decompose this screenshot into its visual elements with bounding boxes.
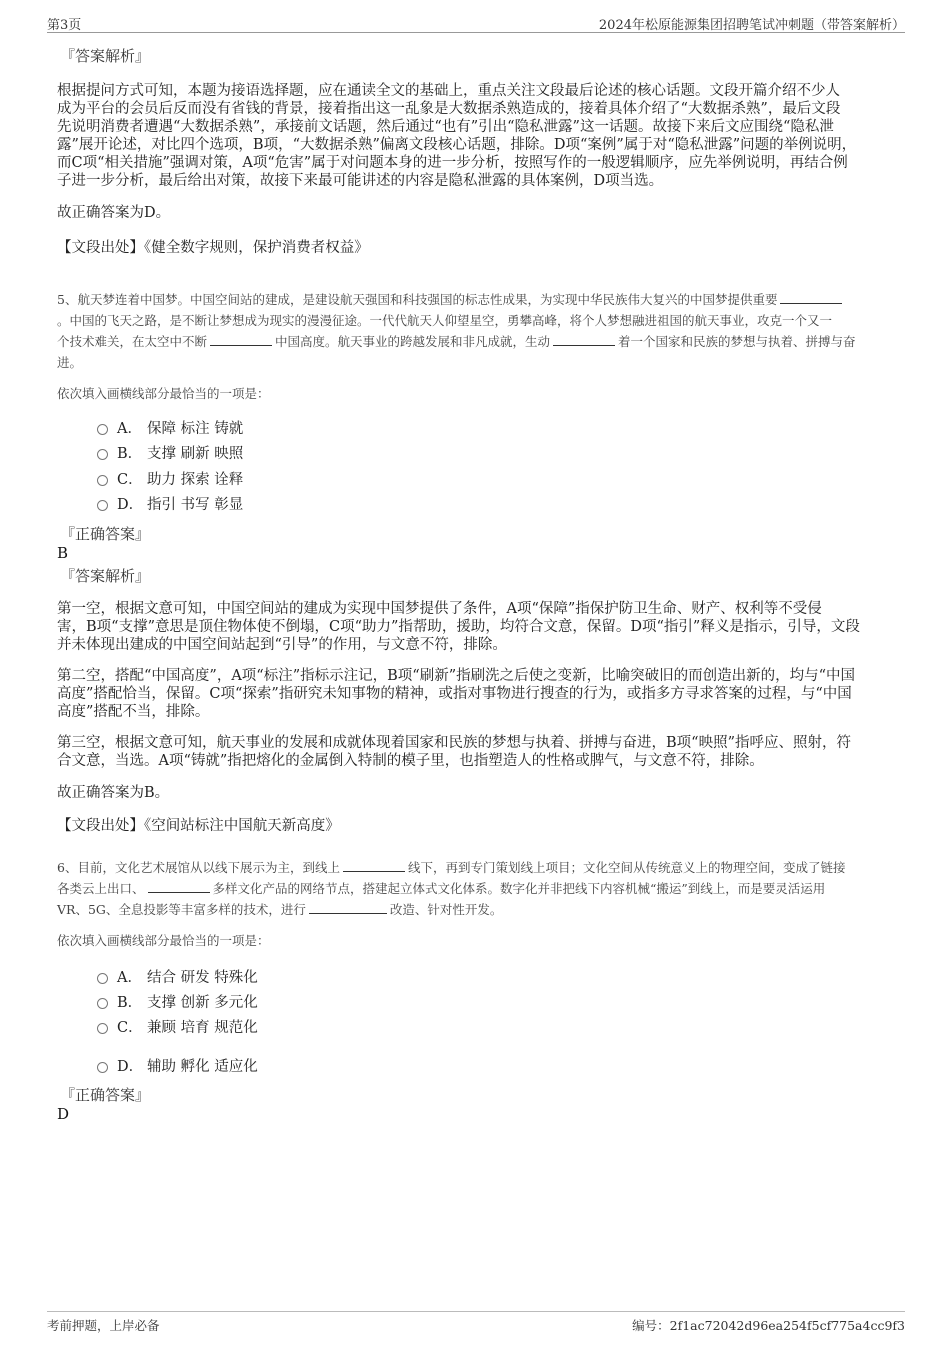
q6-stem-line: 各类云上出口、 多样文化产品的网络节点，搭建起立体式文化体系。数字化并非把线下内容机械“搬运”到线上，而是要灵活运用 [57,881,826,896]
q5-analysis-p2: 第二空，搭配“中国高度”，A项“标注”指标示注记，B项“刷新”指刷洗之后使之变新，比喻突破旧的而创造出新的，均与“中国 高度”搭配恰当，保留。C项“探索”指研究未知事物的精神，或指对事物进行搜查的行为，或指多方寻求答案的过程，与“中国 高度”搭配不当，排除。 [57,668,856,720]
q6-answer-section [57,1085,889,1123]
fill-blank [148,880,210,893]
fill-blank [343,859,405,872]
fill-blank [553,333,615,346]
q5-stem-line: 进。 [57,355,83,370]
page-header [47,12,905,33]
fill-blank [780,291,842,304]
q5-analysis-p3: 第三空，根据文意可知，航天事业的发展和成就体现着国家和民族的梦想与执着、拼搏与奋进，B项“映照”指呼应、照射，符 合文意，当选。A项“铸就”指把熔化的金属倒入特制的模子里，也指塑造人的性格或脾气，与文意不符，排除。 [57,735,851,769]
page-footer [47,1311,905,1336]
q5-stem-line: 5、航天梦连着中国梦。中国空间站的建成，是建设航天强国和科技强国的标志性成果，为实现中华民族伟大复兴的中国梦提供重要 [57,289,889,310]
q5-stem-line: 。中国的飞天之路，是不断让梦想成为现实的漫漫征途。一代代航天人仰望星空，勇攀高峰，将个人梦想融进祖国的航天事业，攻克一个又一 [57,313,833,328]
q6-stem [57,857,889,951]
q5-conclusion: 故正确答案为B。 [57,785,170,801]
radio-icon[interactable] [97,998,108,1009]
footer-slogan: 考前押题，上岸必备 [47,1318,160,1333]
q4-analysis-line: 成为平台的会员后反而没有省钱的背景，接着指出这一乱象是大数据杀熟造成的，接着具体介绍了“大数据杀熟”，最后文段 [57,101,841,117]
radio-icon[interactable] [97,973,108,984]
q6-answer: D [57,1105,70,1123]
q5-answer-section [57,524,889,836]
q6-option-b[interactable]: B． 支撑 创新 多元化 [97,993,258,1013]
q6-stem-line: 6、目前，文化艺术展馆从以线下展示为主，到线上 线下，再到专门策划线上项目；文化空间从传统意义上的物理空间，变成了链接 [57,860,846,875]
q5-prompt: 依次填入画横线部分最恰当的一项是： [57,386,270,401]
q5-answer-label: 『正确答案』 [60,525,151,543]
q4-analysis-line: 而C项“相关措施”强调对策，A项“危害”属于对问题本身的进一步分析，按照写作的一般逻辑顺序，应先举例说明，再结合例 [57,155,848,171]
radio-icon[interactable] [97,1023,108,1034]
q6-answer-label: 『正确答案』 [60,1086,151,1104]
q5-option-c[interactable]: C． 助力 探索 诠释 [97,470,243,490]
page-number: 第3页 [47,18,82,33]
document-id: 编号：2f1ac72042d96ea254f5cf775a4cc9f3 [632,1318,905,1333]
q5-option-b[interactable]: B． 支撑 刷新 映照 [97,444,243,464]
document-title: 2024年松原能源集团招聘笔试冲刺题（带答案解析） [598,18,905,33]
q6-option-c[interactable]: C． 兼顾 培育 规范化 [97,1018,258,1038]
radio-icon[interactable] [97,475,108,486]
q4-analysis-line: 根据提问方式可知，本题为接语选择题，应在通读全文的基础上，重点关注文段最后论述的核心话题。文段开篇介绍不少人 [57,83,840,99]
q6-stem-line: VR、5G、全息投影等丰富多样的技术，进行 改造、针对性开发。 [57,902,503,917]
q4-section [57,46,889,258]
radio-icon[interactable] [97,500,108,511]
q5-option-d[interactable]: D． 指引 书写 彰显 [97,495,243,515]
radio-icon[interactable] [97,424,108,435]
q6-prompt: 依次填入画横线部分最恰当的一项是： [57,933,270,948]
q6-option-d[interactable]: D． 辅助 孵化 适应化 [97,1057,258,1077]
q4-analysis-line: 先说明消费者遭遇“大数据杀熟”，承接前文话题，然后通过“也有”引出“隐私泄露”这一话题。故接下来后文应围绕“隐私泄 [57,119,834,135]
fill-blank [210,333,272,346]
q4-analysis-label: 『答案解析』 [60,47,151,65]
q4-conclusion: 故正确答案为D。 [57,205,171,221]
fill-blank [309,901,387,914]
q5-source: 【文段出处】《空间站标注中国航天新高度》 [57,818,340,834]
radio-icon[interactable] [97,1062,108,1073]
q5-stem-line: 个技术难关，在太空中不断 中国高度。航天事业的跨越发展和非凡成就，生动 着一个国家和民族的梦想与执着、拼搏与奋 [57,334,856,349]
q5-analysis-p1: 第一空，根据文意可知，中国空间站的建成为实现中国梦提供了条件，A项“保障”指保护防卫生命、财产、权利等不受侵 害，B项“支撑”意思是顶住物体使不倒塌，C项“助力”指帮助，援助，均符合文意，保留。D项“指引”释义是指示，引导，文段 并未体现出建成的中国空间站起到“引导”的作用，与文意不符，排除。 [57,601,860,653]
q5-analysis-label: 『答案解析』 [60,567,151,585]
q6-option-a[interactable]: A． 结合 研发 特殊化 [97,968,258,988]
q5-stem [57,289,889,404]
q5-answer: B [57,544,69,562]
q5-option-a[interactable]: A． 保障 标注 铸就 [97,419,243,439]
radio-icon[interactable] [97,449,108,460]
q4-analysis-line: 露”展开论述，对比四个选项，B项，“大数据杀熟”偏离文段核心话题，排除。D项“案例”属于对“隐私泄露”问题的举例说明， [57,137,857,153]
q4-source: 【文段出处】《健全数字规则，保护消费者权益》 [57,240,369,256]
q4-analysis-line: 子进一步分析，最后给出对策，故接下来最可能讲述的内容是隐私泄露的具体案例，D项当选。 [57,173,664,189]
